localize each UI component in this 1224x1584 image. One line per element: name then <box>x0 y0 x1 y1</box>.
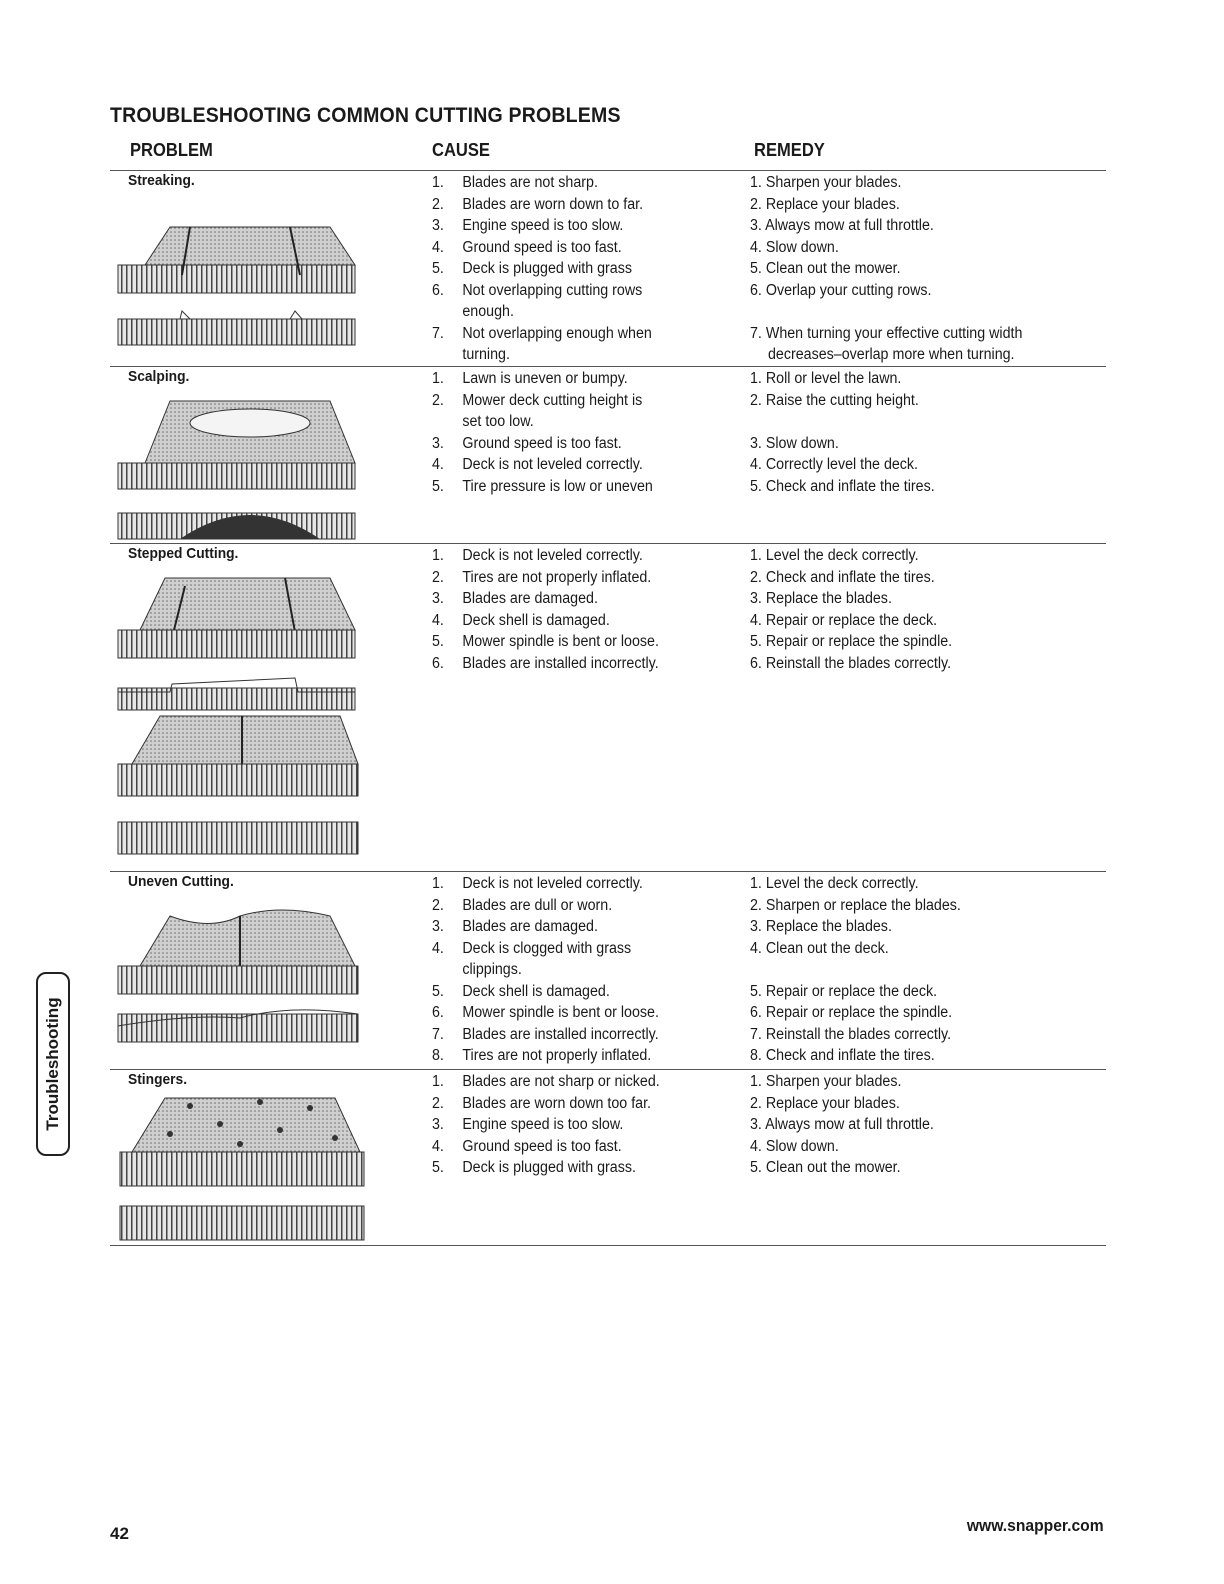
remedy-text: 4. Repair or replace the deck. <box>750 611 938 629</box>
cause-number: 2. <box>432 568 444 586</box>
cause-text: Deck is not leveled correctly. <box>462 875 643 892</box>
uneven-cutting-illustration <box>110 896 380 1056</box>
remedy-text: 4. Slow down. <box>750 238 839 256</box>
cause-number: 5. <box>432 633 444 650</box>
remedy-text: 2. Replace your blades. <box>750 195 900 213</box>
remedy-text: 7. Reinstall the blades correctly. <box>750 1025 952 1043</box>
cause-text: Ground speed is too fast. <box>462 1137 622 1155</box>
remedy-text: 2. Replace your blades. <box>750 1094 900 1112</box>
cause-number: 1. <box>432 875 444 892</box>
section-stingers <box>110 1070 1106 1246</box>
cause-text: turning. <box>462 346 510 363</box>
cause-number: 7. <box>432 324 444 342</box>
cause-text: Blades are worn down too far. <box>462 1094 652 1112</box>
cause-text: Blades are dull or worn. <box>462 896 613 914</box>
remedy-text: 2. Sharpen or replace the blades. <box>750 896 961 914</box>
remedy-text: 7. When turning your effective cutting width <box>750 324 1023 342</box>
cause-text: Tires are not properly inflated. <box>462 1047 652 1064</box>
remedy-text: 3. Replace the blades. <box>750 918 892 935</box>
cause-number: 3. <box>432 590 444 607</box>
remedy-text: 1. Sharpen your blades. <box>750 174 902 191</box>
cause-text: Deck shell is damaged. <box>462 982 610 1000</box>
cause-text: Tires are not properly inflated. <box>462 568 652 586</box>
section-uneven-cutting <box>110 872 1106 1070</box>
remedy-text: decreases–overlap more when turning. <box>768 346 1015 363</box>
cause-number: 7. <box>432 1025 444 1043</box>
cause-number: 8. <box>432 1047 444 1064</box>
cause-number: 4. <box>432 939 444 957</box>
cause-text: Deck is plugged with grass <box>462 260 632 277</box>
cause-number: 6. <box>432 281 444 299</box>
cause-text: clippings. <box>462 961 522 978</box>
cause-number: 2. <box>432 896 444 914</box>
cause-text: Blades are not sharp or nicked. <box>462 1073 660 1090</box>
remedy-text: 6. Overlap your cutting rows. <box>750 281 932 299</box>
cause-number: 3. <box>432 434 444 452</box>
cause-number: 4. <box>432 238 444 256</box>
remedy-text: 1. Roll or level the lawn. <box>750 370 902 387</box>
section-side-tab <box>36 972 70 1156</box>
remedy-text: 4. Clean out the deck. <box>750 939 889 957</box>
problem-label: Stepped Cutting. <box>128 545 239 562</box>
remedy-text: 6. Repair or replace the spindle. <box>750 1004 953 1021</box>
cause-text: Mower spindle is bent or loose. <box>462 633 659 650</box>
cause-number: 3. <box>432 1116 444 1133</box>
cause-number: 5. <box>432 982 444 1000</box>
cause-text: Deck is not leveled correctly. <box>462 456 643 473</box>
cause-text: Deck is clogged with grass <box>462 939 632 957</box>
cause-number: 2. <box>432 391 444 409</box>
cause-text: Blades are damaged. <box>462 590 598 607</box>
side-tab-label: Troubleshooting <box>43 997 62 1131</box>
cause-text: Deck is not leveled correctly. <box>462 547 643 564</box>
cause-text: Blades are not sharp. <box>462 174 598 191</box>
cause-number: 5. <box>432 1159 444 1176</box>
remedy-text: 1. Level the deck correctly. <box>750 875 919 892</box>
streaking-illustration <box>110 195 370 355</box>
remedy-text: 5. Check and inflate the tires. <box>750 477 935 495</box>
cause-number: 2. <box>432 195 444 213</box>
problem-label: Scalping. <box>128 368 190 385</box>
stingers-illustration <box>110 1094 380 1244</box>
remedy-text: 2. Check and inflate the tires. <box>750 568 935 586</box>
cause-number: 2. <box>432 1094 444 1112</box>
cause-text: Engine speed is too slow. <box>462 217 624 234</box>
cause-text: Mower deck cutting height is <box>462 391 643 409</box>
problem-label: Uneven Cutting. <box>128 873 234 890</box>
cause-number: 5. <box>432 477 444 495</box>
remedy-text: 1. Level the deck correctly. <box>750 547 919 564</box>
cause-number: 3. <box>432 918 444 935</box>
cause-text: set too low. <box>462 413 534 430</box>
cause-number: 1. <box>432 174 444 191</box>
section-streaking <box>110 171 1106 367</box>
remedy-text: 5. Repair or replace the deck. <box>750 982 938 1000</box>
footer-url: www.snapper.com <box>967 1516 1104 1535</box>
remedy-text: 5. Repair or replace the spindle. <box>750 633 953 650</box>
remedy-text: 5. Clean out the mower. <box>750 260 901 277</box>
cause-number: 1. <box>432 547 444 564</box>
cause-text: Blades are installed incorrectly. <box>462 1025 659 1043</box>
remedy-text: 3. Slow down. <box>750 434 839 452</box>
cause-number: 4. <box>432 1137 444 1155</box>
cause-number: 4. <box>432 456 444 473</box>
cause-text: Ground speed is too fast. <box>462 434 622 452</box>
remedy-text: 3. Replace the blades. <box>750 590 892 607</box>
cause-text: Lawn is uneven or bumpy. <box>462 370 628 387</box>
remedy-text: 3. Always mow at full throttle. <box>750 217 934 234</box>
remedy-text: 4. Correctly level the deck. <box>750 456 919 473</box>
remedy-text: 6. Reinstall the blades correctly. <box>750 654 952 672</box>
problem-label: Stingers. <box>128 1071 188 1088</box>
header-cause: CAUSE <box>432 140 490 160</box>
remedy-text: 5. Clean out the mower. <box>750 1159 901 1176</box>
column-headers <box>110 140 1106 171</box>
cause-text: Blades are worn down to far. <box>462 195 644 213</box>
page-title: TROUBLESHOOTING COMMON CUTTING PROBLEMS <box>110 104 621 127</box>
cause-text: Engine speed is too slow. <box>462 1116 624 1133</box>
cause-number: 6. <box>432 654 444 672</box>
stepped-cutting-illustration <box>110 568 380 868</box>
cause-text: Blades are damaged. <box>462 918 598 935</box>
remedy-text: 8. Check and inflate the tires. <box>750 1047 935 1064</box>
remedy-text: 3. Always mow at full throttle. <box>750 1116 934 1133</box>
section-stepped-cutting <box>110 544 1106 872</box>
remedy-text: 2. Raise the cutting height. <box>750 391 919 409</box>
cause-text: Deck is plugged with grass. <box>462 1159 636 1176</box>
cause-text: enough. <box>462 303 514 320</box>
cause-number: 3. <box>432 217 444 234</box>
cause-number: 5. <box>432 260 444 277</box>
remedy-text: 1. Sharpen your blades. <box>750 1073 902 1090</box>
problem-label: Streaking. <box>128 172 195 189</box>
page-number: 42 <box>110 1524 129 1543</box>
cause-number: 6. <box>432 1004 444 1021</box>
cause-text: Not overlapping cutting rows <box>462 281 643 299</box>
remedy-text: 4. Slow down. <box>750 1137 839 1155</box>
cause-text: Ground speed is too fast. <box>462 238 622 256</box>
cause-number: 4. <box>432 611 444 629</box>
cause-number: 1. <box>432 1073 444 1090</box>
scalping-illustration <box>110 391 370 541</box>
cause-text: Deck shell is damaged. <box>462 611 610 629</box>
header-remedy: REMEDY <box>754 140 825 160</box>
cause-text: Mower spindle is bent or loose. <box>462 1004 659 1021</box>
cause-text: Blades are installed incorrectly. <box>462 654 659 672</box>
cause-text: Not overlapping enough when <box>462 324 652 342</box>
header-problem: PROBLEM <box>130 140 213 160</box>
section-scalping <box>110 367 1106 544</box>
cause-text: Tire pressure is low or uneven <box>462 477 653 495</box>
cause-number: 1. <box>432 370 444 387</box>
